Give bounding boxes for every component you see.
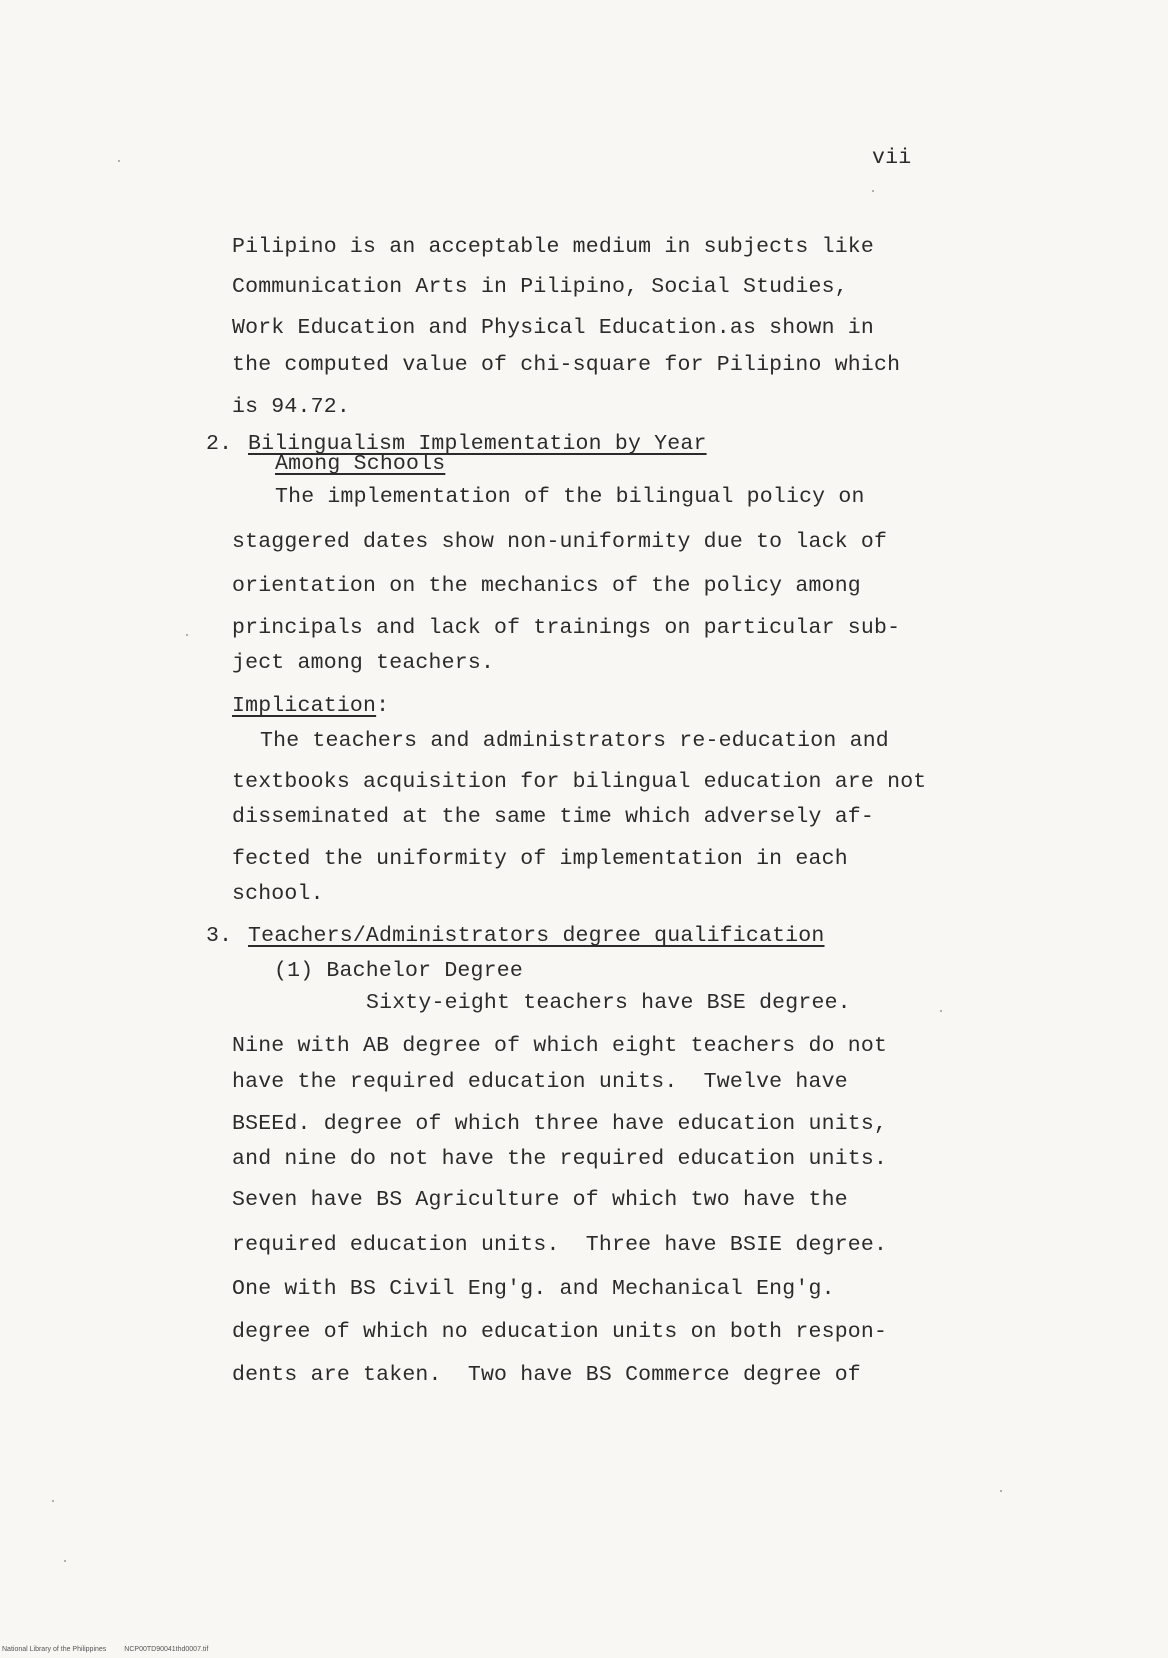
implication-line-1: The teachers and administrators re-education and [260, 729, 889, 753]
footer-library: National Library of the Philippines [2, 1646, 107, 1653]
scan-speck [872, 190, 874, 192]
section2-body-line-2: staggered dates show non-uniformity due to lack of [232, 530, 888, 554]
scan-speck [186, 634, 188, 636]
para1-line-2: Communication Arts in Pilipino, Social Studies, [232, 275, 848, 299]
footer-file: NCP00TD90041thd0007.tif [124, 1646, 209, 1653]
section2-body-line-3: orientation on the mechanics of the policy among [232, 574, 861, 598]
para1-line-3: Work Education and Physical Education.as shown in [232, 316, 875, 340]
section2-title-line2: Among Schools [275, 452, 446, 476]
section3-body-line-8: One with BS Civil Eng'g. and Mechanical Eng'g. [232, 1277, 835, 1301]
implication-line-2: textbooks acquisition for bilingual education are not [232, 770, 927, 794]
implication-heading [232, 692, 389, 720]
section3-title: Teachers/Administrators degree qualification [248, 924, 825, 948]
implication-line-3: disseminated at the same time which adversely af- [232, 805, 875, 829]
scan-speck [52, 1500, 54, 1502]
section2-title-line1: Bilingualism Implementation by Year [248, 432, 707, 456]
section3-body-line-9: degree of which no education units on both respon- [232, 1320, 888, 1344]
section3-body-line-2: Nine with AB degree of which eight teachers do not [232, 1034, 888, 1058]
section2-number: 2. [206, 432, 233, 456]
section2-body-line-1: The implementation of the bilingual policy on [275, 485, 865, 509]
scan-footer [2, 1646, 226, 1653]
section3-body-line-7: required education units. Three have BSIE degree. [232, 1233, 888, 1257]
section3-body-line-4: BSEEd. degree of which three have education units, [232, 1112, 888, 1136]
section3-body-line-1: Sixty-eight teachers have BSE degree. [366, 991, 851, 1015]
page-number: vii [872, 146, 912, 170]
section3-body-line-5: and nine do not have the required education units. [232, 1147, 888, 1171]
section3-body-line-10: dents are taken. Two have BS Commerce degree of [232, 1363, 861, 1387]
implication-line-5: school. [232, 882, 324, 906]
section3-body-line-6: Seven have BS Agriculture of which two have the [232, 1188, 848, 1212]
section3-subheading: (1) Bachelor Degree [274, 959, 523, 983]
implication-colon: : [376, 694, 390, 718]
implication-label: Implication [232, 694, 377, 718]
para1-line-4: the computed value of chi-square for Pilipino which [232, 353, 901, 377]
section3-number: 3. [206, 924, 233, 948]
scan-speck [940, 1010, 942, 1012]
scan-speck [118, 160, 120, 162]
para1-line-1: Pilipino is an acceptable medium in subjects like [232, 235, 875, 259]
scan-speck [1000, 1490, 1002, 1492]
para1-line-5: is 94.72. [232, 395, 350, 419]
section2-body-line-4: principals and lack of trainings on particular sub- [232, 616, 901, 640]
implication-line-4: fected the uniformity of implementation in each [232, 847, 848, 871]
scan-speck [64, 1560, 66, 1562]
section2-body-line-5: ject among teachers. [232, 651, 495, 675]
section3-body-line-3: have the required education units. Twelve have [232, 1070, 848, 1094]
